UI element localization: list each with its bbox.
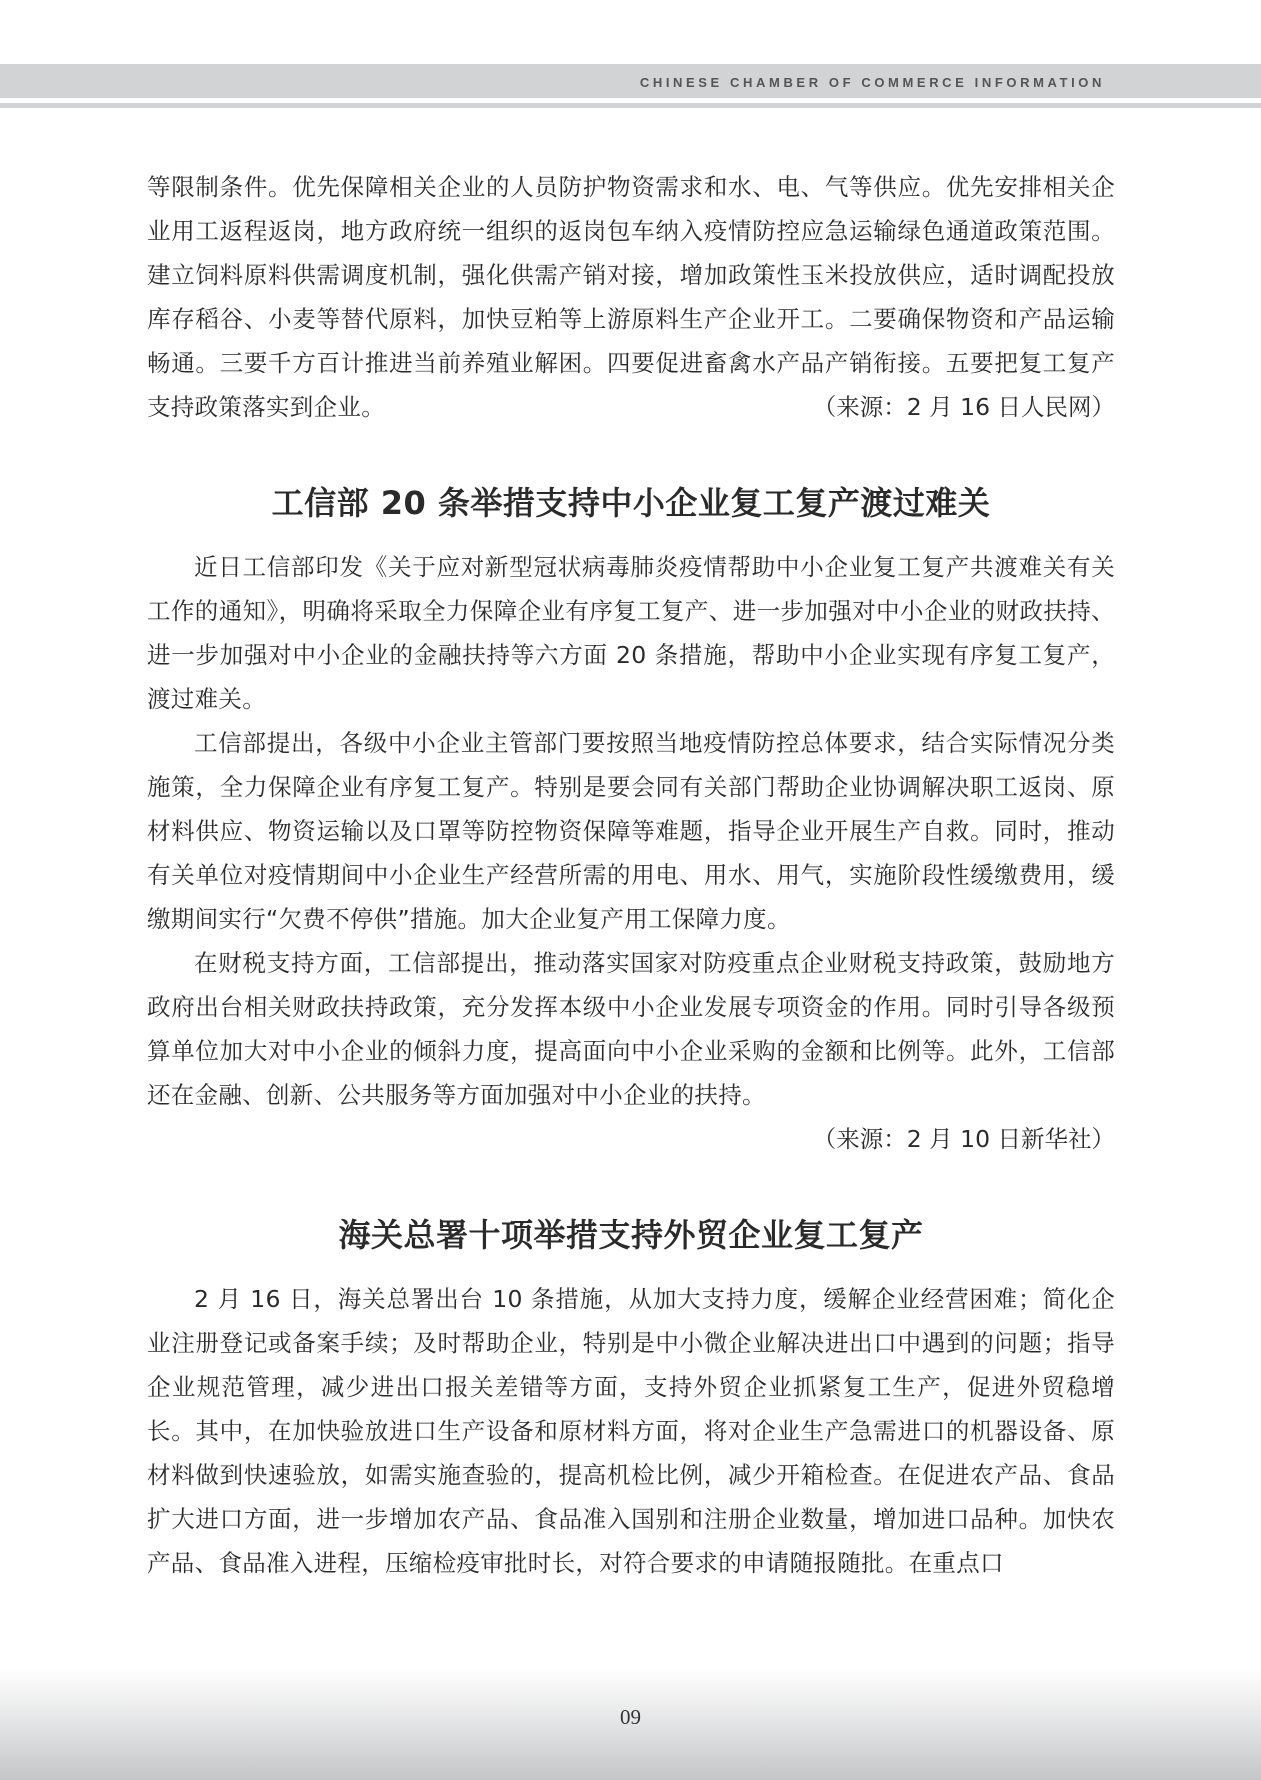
article-2-paragraph: 近日工信部印发《关于应对新型冠状病毒肺炎疫情帮助中小企业复工复产共渡难关有关工作的通知》，明确将采取全力保障企业有序复工复产、进一步加强对中小企业的财政扶持、进一步加强对中小企业的金融扶持等六方面 20 条措施，帮助中小企业实现有序复工复产，渡过难关。	[147, 553, 1115, 713]
article-2-body	[147, 545, 1115, 1161]
page-content	[147, 165, 1115, 1585]
article-3-paragraph: 2 月 16 日，海关总署出台 10 条措施，从加大支持力度，缓解企业经营困难；简化企业注册登记或备案手续；及时帮助企业，特别是中小微企业解决进出口中遇到的问题；指导企业规范管理，减少进出口报关差错等方面，支持外贸企业抓紧复工生产，促进外贸稳增长。其中，在加快验放进口生产设备和原材料方面，将对企业生产急需进口的机器设备、原材料做到快速验放，如需实施查验的，提高机检比例，减少开箱检查。在促进农产品、食品扩大进口方面，进一步增加农产品、食品准入国别和注册企业数量，增加进口品种。加快农产品、食品准入进程，压缩检疫审批时长，对符合要求的申请随报随批。在重点口	[147, 1285, 1115, 1577]
article-2-paragraph: 在财税支持方面，工信部提出，推动落实国家对防疫重点企业财税支持政策，鼓励地方政府出台相关财政扶持政策，充分发挥本级中小企业发展专项资金的作用。同时引导各级预算单位加大对中小企业的倾斜力度，提高面向中小企业采购的金额和比例等。此外，工信部还在金融、创新、公共服务等方面加强对中小企业的扶持。	[147, 949, 1115, 1109]
header-divider	[0, 103, 1261, 108]
article-1-source: （来源：2 月 16 日人民网）	[812, 393, 1115, 421]
article-2-paragraph: 工信部提出，各级中小企业主管部门要按照当地疫情防控总体要求，结合实际情况分类施策，全力保障企业有序复工复产。特别是要会同有关部门帮助企业协调解决职工返岗、原材料供应、物资运输以及口罩等防控物资保障等难题，指导企业开展生产自救。同时，推动有关单位对疫情期间中小企业生产经营所需的用电、用水、用气，实施阶段性缓缴费用，缓缴期间实行“欠费不停供”措施。加大企业复产用工保障力度。	[147, 729, 1115, 933]
article-2-source: （来源：2 月 10 日新华社）	[812, 1125, 1115, 1153]
article-3-body	[147, 1277, 1115, 1585]
article-3-title: 海关总署十项举措支持外贸企业复工复产	[338, 1216, 924, 1254]
article-1-continuation: 等限制条件。优先保障相关企业的人员防护物资需求和水、电、气等供应。优先安排相关企业用工返程返岗，地方政府统一组织的返岗包车纳入疫情防控应急运输绿色通道政策范围。建立饲料原料供需调度机制，强化供需产销对接，增加政策性玉米投放供应，适时调配投放库存稻谷、小麦等替代原料，加快豆粕等上游原料生产企业开工。二要确保物资和产品运输畅通。三要千方百计推进当前养殖业解困。四要促进畜禽水产品产销衔接。五要把复工复产支持政策落实到企业。	[147, 173, 1115, 421]
page-number: 09	[620, 1705, 641, 1729]
running-header: CHINESE CHAMBER OF COMMERCE INFORMATION	[639, 75, 1105, 90]
article-2-title: 工信部 20 条举措支持中小企业复工复产渡过难关	[271, 484, 991, 522]
